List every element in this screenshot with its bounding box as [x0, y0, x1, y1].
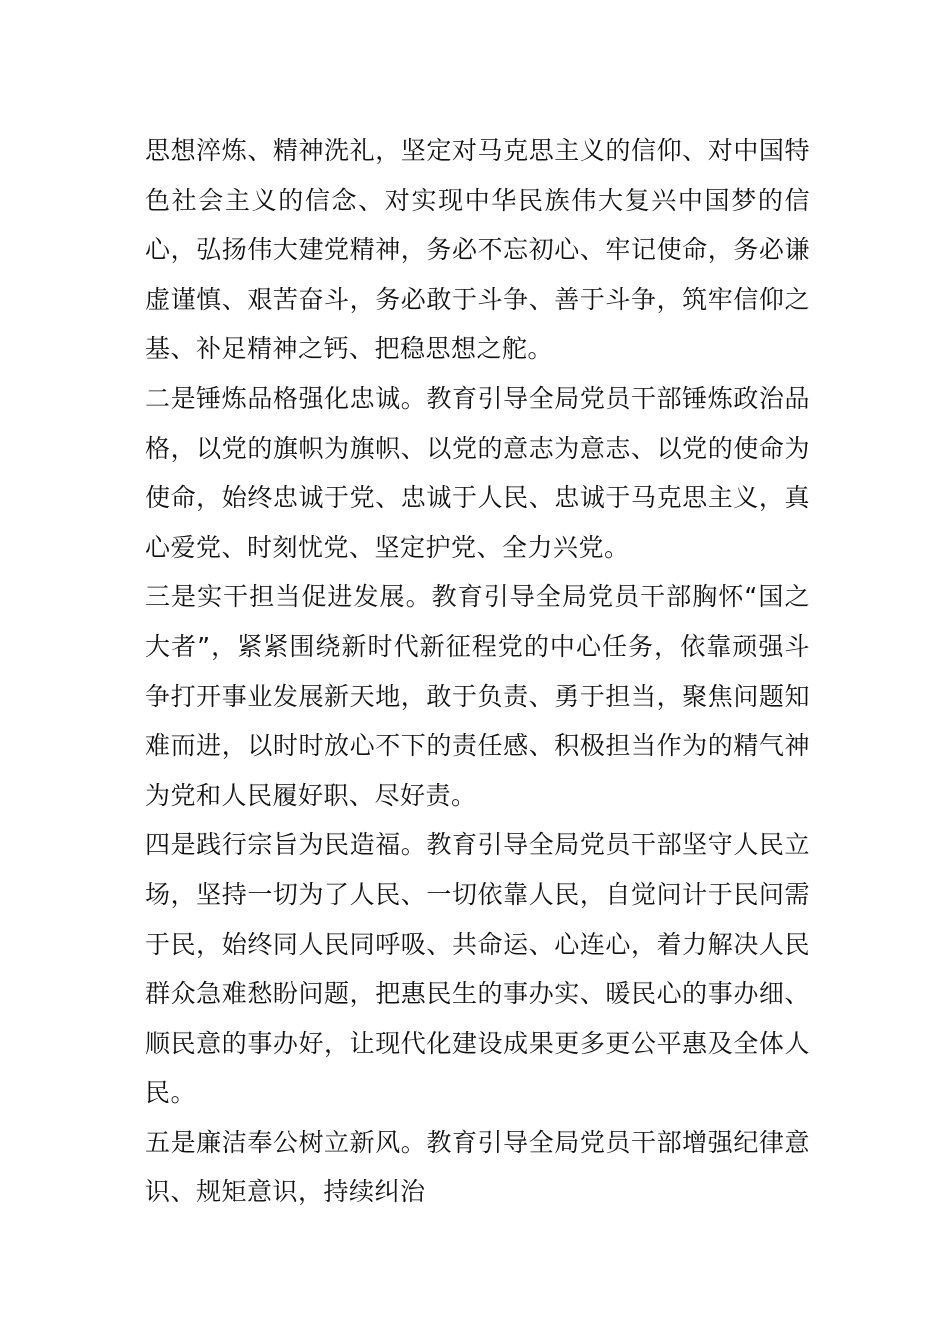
paragraph-point-three: 三是实干担当促进发展。教育引导全局党员干部胸怀“国之大者”，紧紧围绕新时代新征程党的中心任务，依靠顽强斗争打开事业发展新天地，敢于负责、勇于担当，聚焦问题知难而进，以时时放心不下的责任感、积极担当作为的精气神为党和人民履好职、尽好责。 [145, 582, 810, 810]
paragraph-continuation: 思想淬炼、精神洗礼，坚定对马克思主义的信仰、对中国特色社会主义的信念、对实现中华民族伟大复兴中国梦的信心，弘扬伟大建党精神，务必不忘初心、牢记使命，务必谦虚谨慎、艰苦奋斗，务必敢于斗争、善于斗争，筑牢信仰之基、补足精神之钙、把稳思想之舵。 [145, 136, 810, 364]
paragraph-point-two: 二是锤炼品格强化忠诚。教育引导全局党员干部锤炼政治品格，以党的旗帜为旗帜、以党的意志为意志、以党的使命为使命，始终忠诚于党、忠诚于人民、忠诚于马克思主义，真心爱党、时刻忧党、坚定护党、全力兴党。 [145, 383, 810, 562]
paragraph-point-four: 四是践行宗旨为民造福。教育引导全局党员干部坚守人民立场，坚持一切为了人民、一切依靠人民，自觉问计于民问需于民，始终同人民同呼吸、共命运、心连心，着力解决人民群众急难愁盼问题，把惠民生的事办实、暖民心的事办细、顺民意的事办好，让现代化建设成果更多更公平惠及全体人民。 [145, 830, 810, 1108]
paragraph-point-five: 五是廉洁奉公树立新风。教育引导全局党员干部增强纪律意识、规矩意识，持续纠治 [145, 1127, 810, 1207]
document-body [145, 126, 810, 1217]
